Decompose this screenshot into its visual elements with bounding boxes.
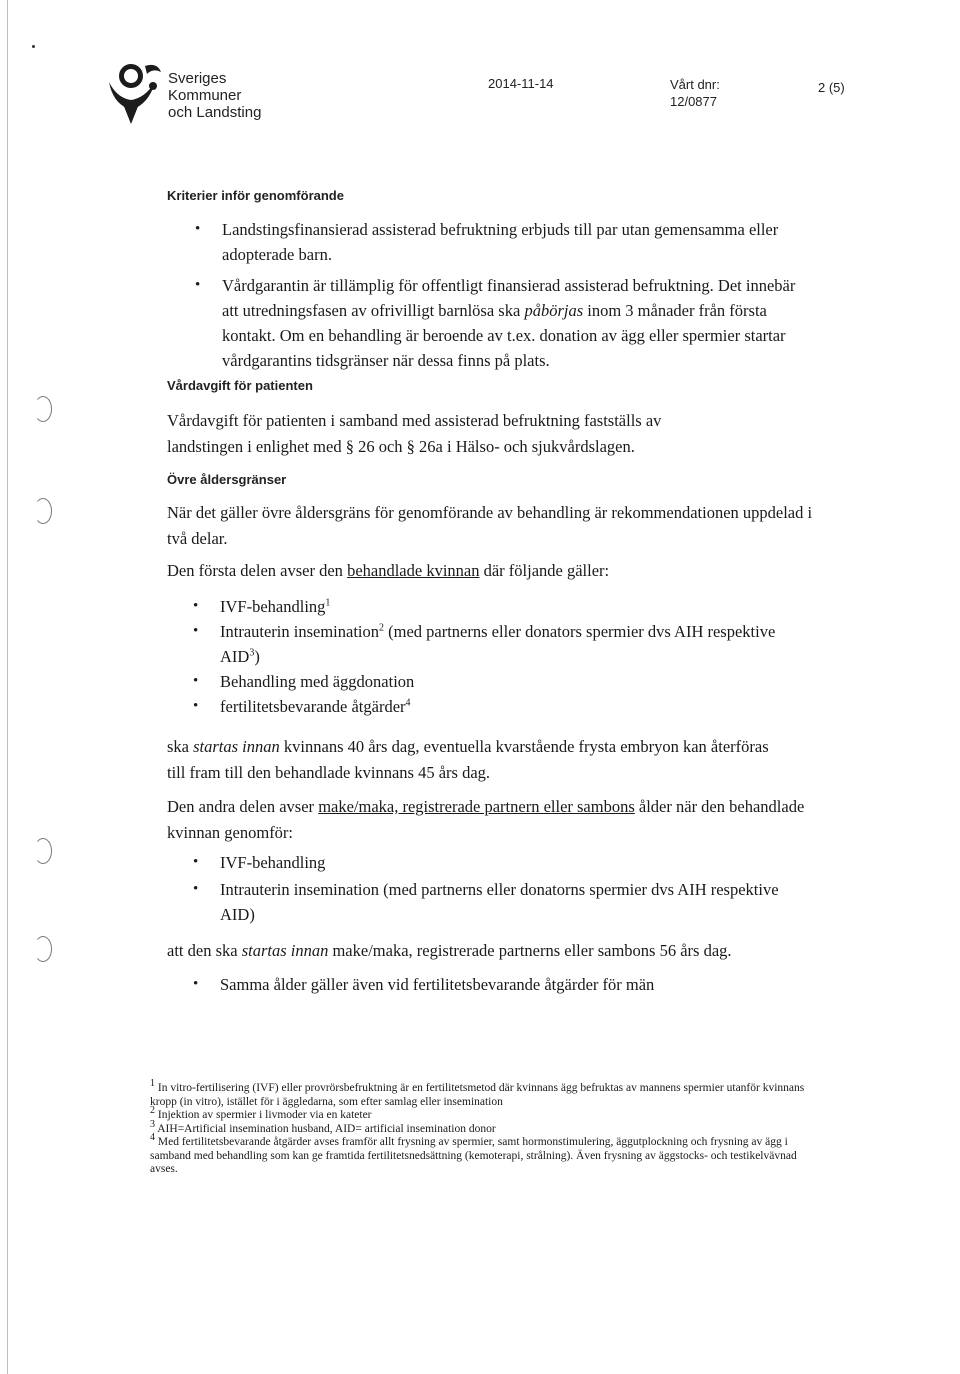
reference-number: 12/0877 bbox=[670, 94, 717, 109]
fee-paragraph: Vårdavgift för patienten i samband med assisterad befruktning fastställs av landstingen i enlighet med § 26 och § 26a i Hälso- och sjukvårdslagen. bbox=[167, 411, 662, 456]
organization-name bbox=[168, 70, 261, 121]
age-intro: När det gäller övre åldersgräns för genomförande av behandling är rekommendationen uppdelad i två delar. bbox=[167, 503, 813, 548]
page-number: 2 (5) bbox=[818, 80, 845, 95]
footnote: $^1$ In vitro-fertilisering (IVF) eller provrörsbefruktning är en fertilitetsmetod där kvinnans ägg befruktas av mannens spermier utanför kvinnans kropp (in vitro), istället för i äggledarna, som efter samlag eller insemination bbox=[150, 1078, 805, 1108]
reference-block bbox=[670, 76, 720, 110]
punch-hole bbox=[34, 498, 52, 524]
criteria-list bbox=[222, 217, 812, 373]
punch-hole bbox=[34, 838, 52, 864]
heading-fee: Vårdavgift för patienten bbox=[167, 378, 313, 393]
footnotes bbox=[150, 1078, 810, 1177]
footnote: $^4$ Med fertilitetsbevarande åtgärder avses framför allt frysning av spermier, samt hormonstimulering, äggutplockning och frysning av ägg i samband med behandling som kan ge framtida fertilitetsnedsättning (kemoterapi, strålning). Även frysning av äggstocks- och testikelvävnad avses. bbox=[150, 1132, 797, 1175]
treatment-list-women bbox=[220, 594, 780, 719]
list-item: • IVF-behandling bbox=[220, 850, 780, 875]
org-line: Kommuner bbox=[168, 87, 242, 104]
men-list bbox=[220, 972, 820, 997]
list-item: • fertilitetsbevarande åtgärder$^4$ bbox=[220, 694, 780, 719]
org-line: Sveriges bbox=[168, 70, 227, 87]
margin-dot bbox=[32, 45, 35, 48]
left-margin-line bbox=[7, 0, 8, 1374]
list-item: • Intrauterin insemination (med partnerns eller donatorns spermier dvs AIH respektive AID) bbox=[220, 877, 780, 927]
heading-criteria: Kriterier inför genomförande bbox=[167, 188, 344, 203]
list-item: • Vårdgarantin är tillämplig för offentligt finansierad assisterad befruktning. Det innebär att utredningsfasen av ofrivilligt barnlösa ska påbörjas inom 3 månader från första kontakt. Om en behandling är beroende av t.ex. donation av ägg eller spermier startar vårdgarantins tidsgränser när dessa finns på plats. bbox=[222, 273, 812, 373]
list-item: • Landstingsfinansierad assisterad befruktning erbjuds till par utan gemensamma eller adopterade barn. bbox=[222, 217, 812, 267]
list-item: • Samma ålder gäller även vid fertilitetsbevarande åtgärder för män bbox=[220, 972, 820, 997]
list-item: • IVF-behandling$^1$ bbox=[220, 594, 780, 619]
part2-paragraph: Den andra delen avser make/maka, registrerade partnern eller sambons ålder när den behandlade kvinnan genomför: bbox=[167, 797, 805, 842]
reference-label: Vårt dnr: bbox=[670, 77, 720, 92]
list-item: • Intrauterin insemination$^2$ (med partnerns eller donators spermier dvs AIH respektive AID$^3$) bbox=[220, 619, 780, 669]
heading-age-limits: Övre åldersgränser bbox=[167, 472, 287, 487]
org-line: och Landsting bbox=[168, 104, 262, 121]
part1-paragraph: Den första delen avser den behandlade kvinnan där följande gäller: bbox=[167, 561, 610, 580]
footnote: $^3$ AIH=Artificial insemination husband, AID= artificial insemination donor bbox=[150, 1118, 496, 1135]
footnote: $^2$ Injektion av spermier i livmoder via en kateter bbox=[150, 1105, 372, 1121]
punch-hole bbox=[34, 936, 52, 962]
partner-age-paragraph: att den ska startas innan make/maka, registrerade partnerns eller sambons 56 års dag. bbox=[167, 941, 732, 960]
document-date: 2014-11-14 bbox=[488, 76, 554, 91]
list-item: • Behandling med äggdonation bbox=[220, 669, 780, 694]
skl-logo-icon bbox=[105, 60, 167, 126]
punch-hole bbox=[34, 396, 52, 422]
treatment-list-partner bbox=[220, 850, 780, 927]
women-age-paragraph: ska startas innan kvinnans 40 års dag, eventuella kvarstående frysta embryon kan återföras till fram till den behandlade kvinnans 45 års dag. bbox=[167, 737, 769, 782]
